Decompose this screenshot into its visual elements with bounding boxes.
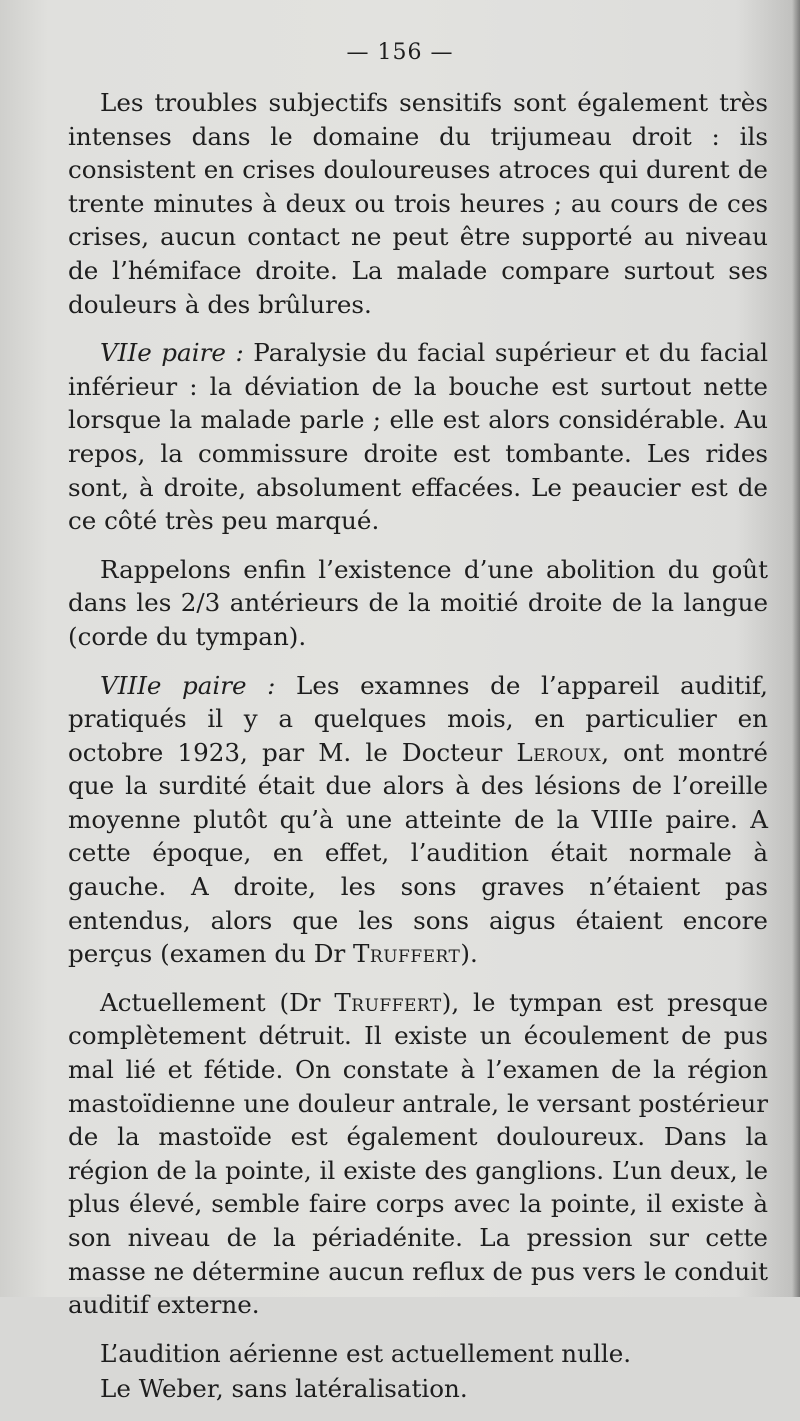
paragraph-audition: L’audition aérienne est actuellement nulle.: [100, 1338, 632, 1368]
body-text: [68, 86, 768, 1421]
paragraph-viii-text-c: ).: [460, 939, 478, 969]
doctor-name-truffert-2: Truffert: [334, 987, 442, 1017]
paragraph-actuellement-text-a: Actuellement (Dr: [100, 987, 335, 1017]
page-edge-shadow: [792, 0, 800, 1297]
section-label-vii: VIIe paire :: [100, 338, 244, 368]
doctor-name-leroux: Leroux: [516, 737, 602, 767]
paragraph-viii-paire: [68, 669, 768, 971]
page-number: — 156 —: [346, 40, 454, 65]
paragraph-viii-text-b: , ont montré que la surdité était due alors à des lésions de l’oreille moyenne plutôt qu’à une atteinte de la VIIIe paire. A cette époque, en effet, l’audition était normale à gauche. A droite, les sons graves n’étaient pas entendus, alors que les sons aigus étaient encore perçus (examen du Dr: [68, 737, 768, 969]
paragraph-vii-text: Paralysie du facial supérieur et du facial inférieur : la déviation de la bouche est surtout nette lorsque la malade parle ; elle est alors considérable. Au repos, la commissure droite est tombante. Les rides sont, à droite, absolument effacées. Le peaucier est de ce côté très peu marqué.: [68, 338, 769, 536]
paragraph-actuellement: [68, 986, 768, 1322]
paragraph-trijumeau: Les troubles subjectifs sensitifs sont également très intenses dans le domaine du trijumeau droit : ils consistent en crises douloureuses atroces qui durent de trente minutes à deux ou trois heures ; au cours de ces crises, aucun contact ne peut être supporté au niveau de l’hémiface droite. La malade compare surtout ses douleurs à des brûlures.: [68, 88, 768, 319]
paragraph-gout: Rappelons enfin l’existence d’une abolition du goût dans les 2/3 antérieurs de la moitié droite de la langue (corde du tympan).: [68, 554, 768, 651]
doctor-name-truffert: Truffert: [353, 939, 461, 969]
paragraph-viii-text-a: Les examnes de l’appareil auditif, pratiqués il y a quelques mois, en particulier en octobre 1923, par M. le Docteur: [68, 670, 768, 767]
paragraph-actuellement-text-b: ), le tympan est presque complètement détruit. Il existe un écoulement de pus mal lié et fétide. On constate à l’examen de la région mastoïdienne une douleur antrale, le versant postérieur de la mastoïde est également douloureux. Dans la région de la pointe, il existe des ganglions. L’un deux, le plus élevé, semble faire corps avec la pointe, il existe à son niveau de la périadénite. La pression sur cette masse ne détermine aucun reflux de pus vers le conduit auditif externe.: [68, 987, 768, 1320]
section-label-viii: VIIIe paire :: [100, 670, 276, 700]
paragraph-vii-paire: [68, 336, 768, 538]
paragraph-weber: Le Weber, sans latéralisation.: [100, 1374, 468, 1404]
